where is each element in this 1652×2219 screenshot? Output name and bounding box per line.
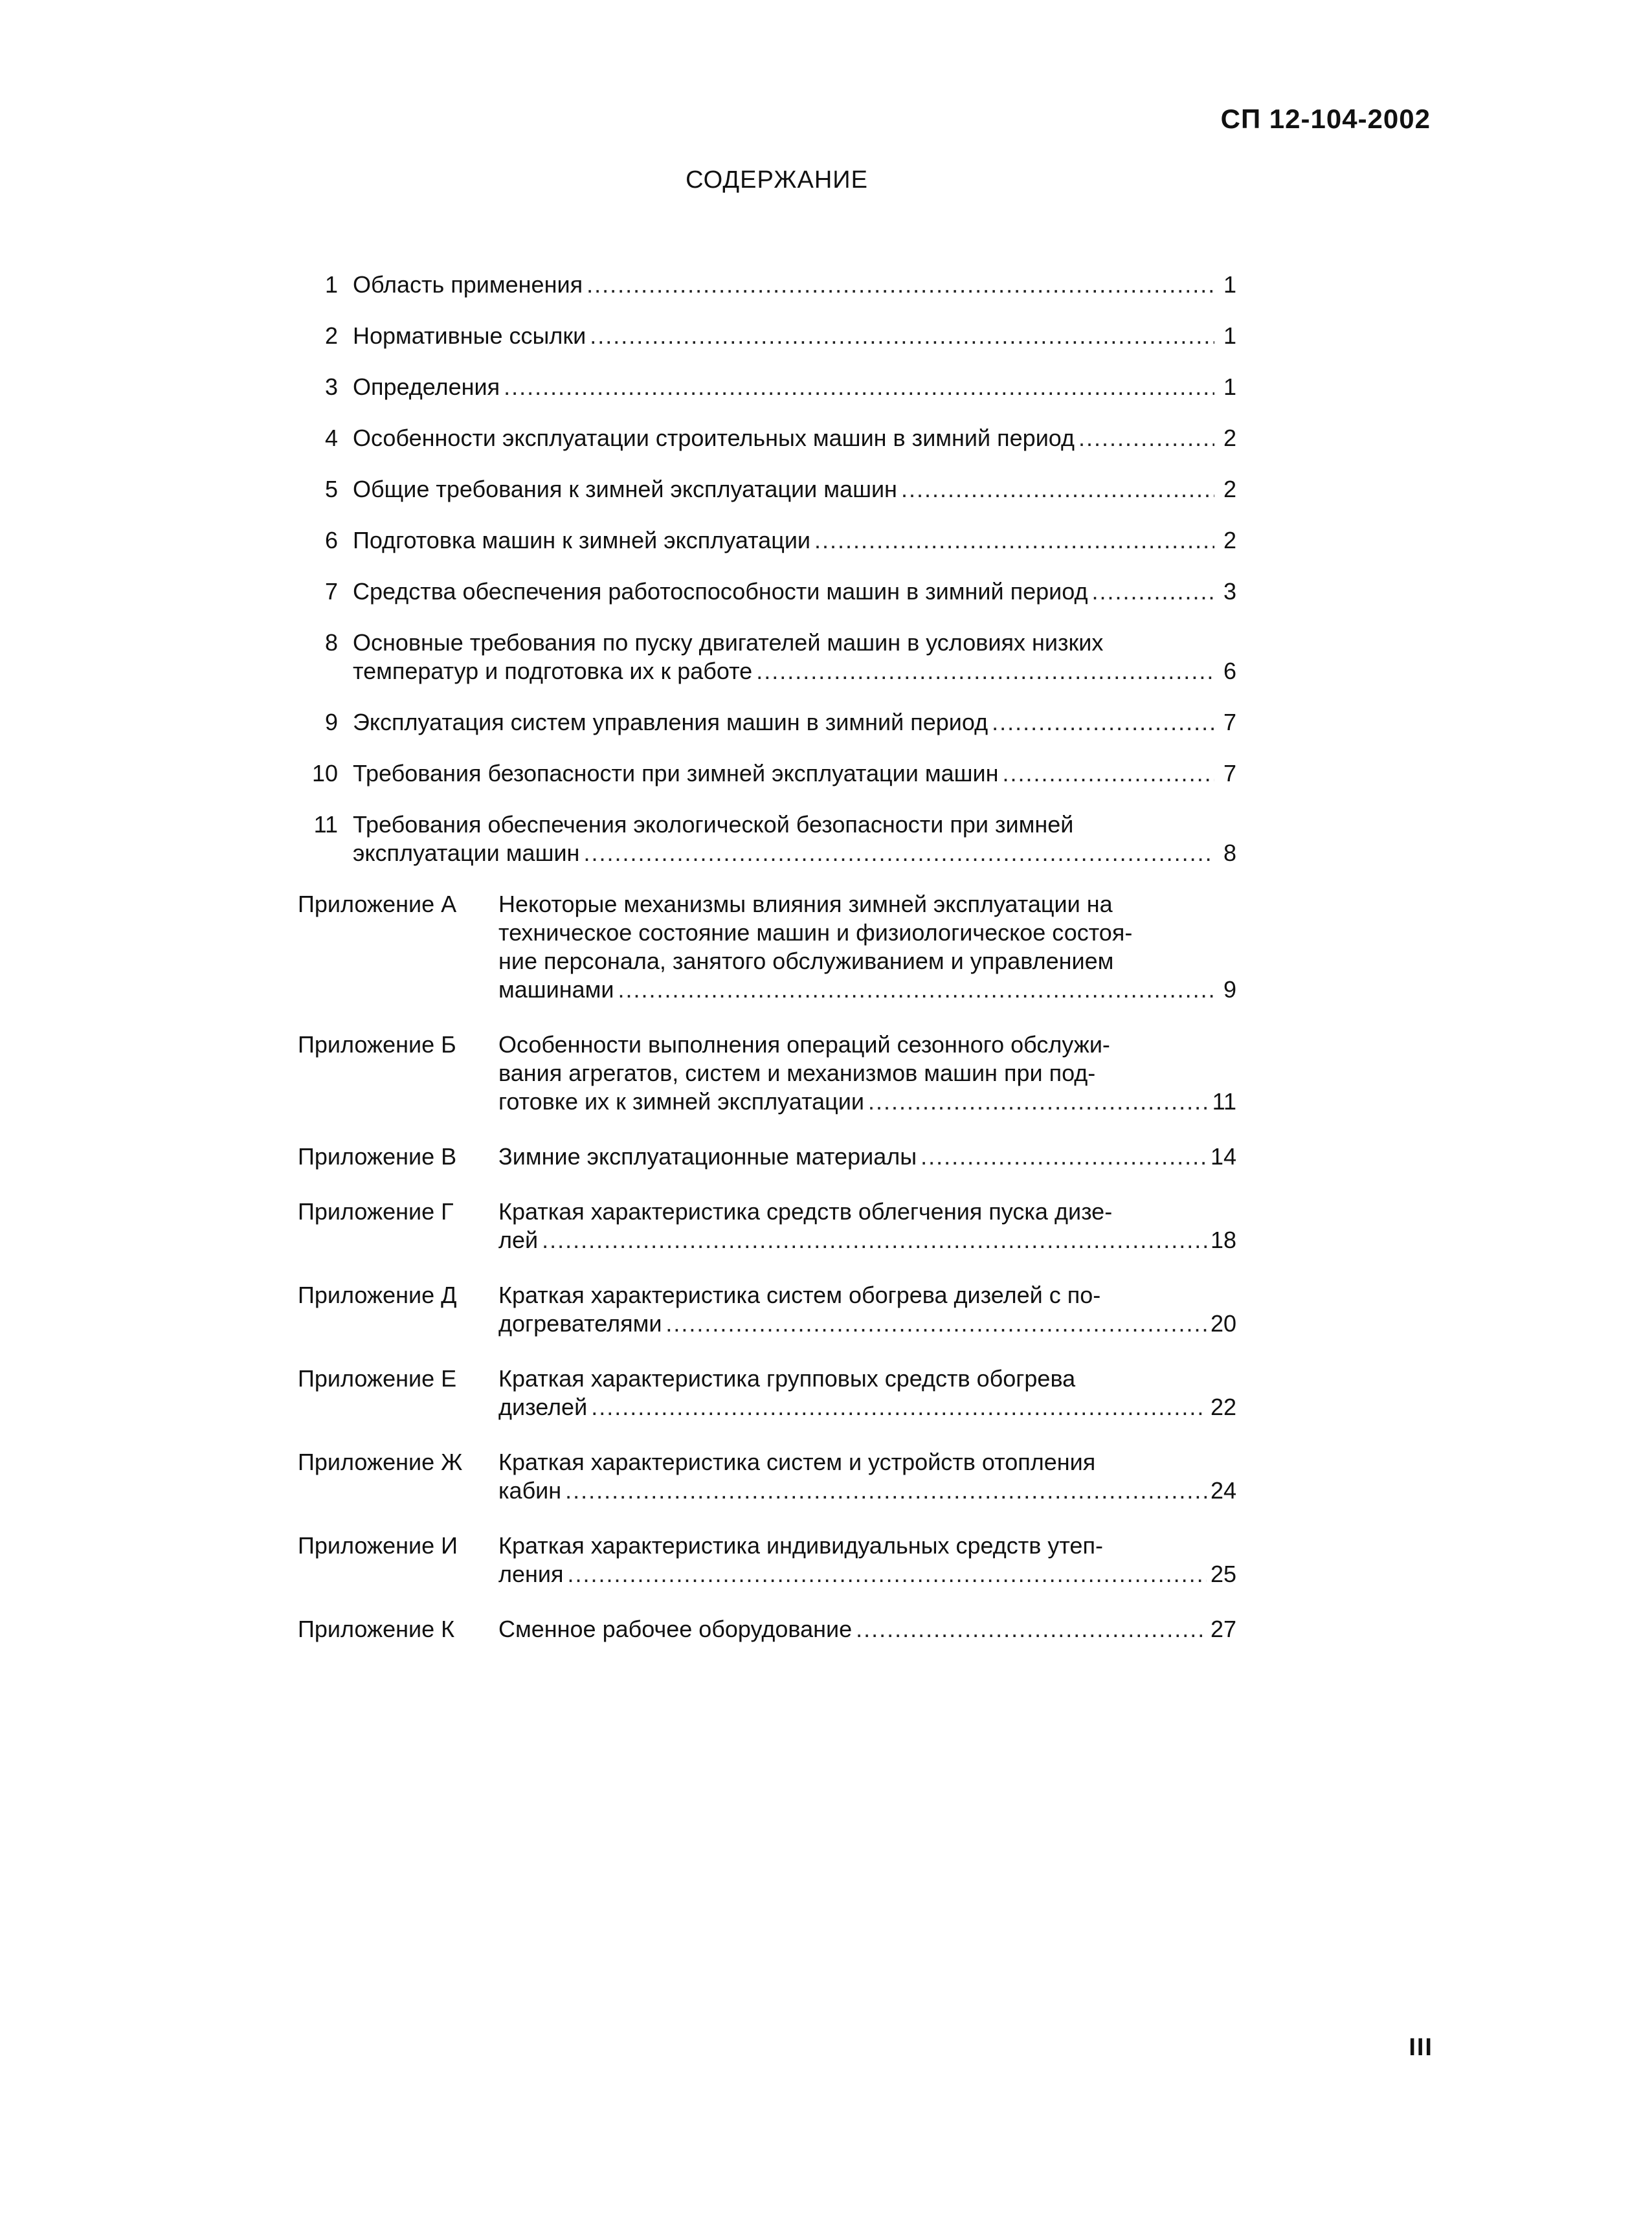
entry-title	[353, 526, 1236, 555]
entry-title-line: Нормативные ссылки	[353, 322, 586, 349]
entry-title-line: догревателями	[498, 1310, 662, 1337]
entry-title-line: Краткая характеристика систем и устройств отопления	[498, 1449, 1096, 1475]
entry-title-line: готовке их к зимней эксплуатации	[498, 1088, 865, 1115]
entry-title-last-line	[498, 1226, 1236, 1254]
page-reference: 2	[1223, 527, 1236, 553]
toc-appendix-entry	[298, 1615, 1236, 1644]
entry-title	[353, 373, 1236, 401]
toc-appendix-entry	[298, 1031, 1236, 1116]
entry-title	[353, 629, 1236, 686]
page-reference: 27	[1210, 1616, 1236, 1642]
toc-appendix-entry	[298, 1143, 1236, 1171]
page-reference: 11	[1212, 1088, 1236, 1115]
page-reference: 14	[1210, 1143, 1236, 1170]
entry-title	[498, 1198, 1236, 1254]
entry-title-line: Общие требования к зимней эксплуатации машин	[353, 476, 897, 502]
entry-title-last-line	[353, 839, 1236, 867]
appendix-label: Приложение Ж	[298, 1449, 463, 1475]
page-reference: 6	[1223, 658, 1236, 684]
page-number: III	[1409, 2034, 1433, 2061]
appendix-label: Приложение Е	[298, 1365, 457, 1392]
toc-section-entry	[298, 810, 1236, 867]
dot-leader	[586, 271, 1214, 299]
page-reference: 25	[1210, 1561, 1236, 1587]
entry-title-line: Требования обеспечения экологической безопасности при зимней	[353, 811, 1074, 838]
entry-title	[353, 322, 1236, 350]
entry-title-line: Эксплуатация систем управления машин в зимний период	[353, 709, 988, 735]
section-number: 8	[324, 629, 338, 656]
entry-title-last-line	[498, 1615, 1236, 1644]
entry-title-last-line	[353, 759, 1236, 788]
toc-section-entry	[298, 373, 1236, 401]
entry-title-line: Особенности выполнения операций сезонного обслужи-	[498, 1031, 1110, 1058]
sections-list	[298, 271, 1236, 867]
entry-title-last-line	[498, 1310, 1236, 1338]
dot-leader	[901, 475, 1214, 504]
section-number: 1	[324, 271, 338, 298]
entry-title	[498, 1031, 1236, 1116]
entry-title-line: Средства обеспечения работоспособности машин в зимний период	[353, 578, 1088, 605]
dot-leader	[504, 373, 1214, 401]
toc-appendix-entry	[298, 1532, 1236, 1589]
entry-title-line: Область применения	[353, 271, 583, 298]
entry-title-line: кабин	[498, 1477, 562, 1504]
appendix-label: Приложение И	[298, 1532, 458, 1559]
toc-section-entry	[298, 322, 1236, 350]
dot-leader	[568, 1560, 1207, 1589]
entry-title-line: эксплуатации машин	[353, 840, 580, 866]
entry-title-line: Зимние эксплуатационные материалы	[498, 1143, 917, 1170]
toc-section-entry	[298, 577, 1236, 606]
section-number: 11	[313, 811, 338, 838]
entry-title-last-line	[498, 1143, 1236, 1171]
page-reference: 1	[1223, 271, 1236, 298]
entry-title-line: температур и подготовка их к работе	[353, 658, 753, 684]
toc-appendix-entry	[298, 890, 1236, 1004]
entry-title-last-line	[498, 1393, 1236, 1422]
toc-section-entry	[298, 475, 1236, 504]
dot-leader	[542, 1226, 1207, 1254]
appendices-list	[298, 890, 1236, 1644]
section-number: 2	[324, 322, 338, 349]
entry-title-last-line	[353, 526, 1236, 555]
entry-title	[353, 475, 1236, 504]
entry-title	[353, 577, 1236, 606]
entry-title-line: ние персонала, занятого обслуживанием и управлением	[498, 948, 1114, 974]
entry-title	[353, 424, 1236, 452]
toc-section-entry	[298, 526, 1236, 555]
section-number: 4	[324, 425, 338, 451]
appendix-label: Приложение В	[298, 1143, 457, 1170]
section-number: 3	[324, 374, 338, 400]
toc-appendix-entry	[298, 1281, 1236, 1338]
section-number: 6	[324, 527, 338, 553]
dot-leader	[1092, 577, 1214, 606]
entry-title-line: техническое состояние машин и физиологическое состоя-	[498, 919, 1133, 946]
section-number: 7	[324, 578, 338, 605]
dot-leader	[856, 1615, 1207, 1644]
entry-title	[498, 1615, 1236, 1644]
entry-title-line: машинами	[498, 976, 614, 1003]
entry-title-line: ления	[498, 1561, 564, 1587]
entry-title-line: Подготовка машин к зимней эксплуатации	[353, 527, 811, 553]
entry-title-last-line	[498, 976, 1236, 1004]
page-reference: 24	[1210, 1477, 1236, 1504]
toc-section-entry	[298, 759, 1236, 788]
entry-title-line: Краткая характеристика групповых средств обогрева	[498, 1365, 1076, 1392]
entry-title-line: Краткая характеристика индивидуальных средств утеп-	[498, 1532, 1103, 1559]
entry-title	[498, 890, 1236, 1004]
toc-section-entry	[298, 271, 1236, 299]
entry-title-line: дизелей	[498, 1394, 588, 1420]
entry-title-line: Некоторые механизмы влияния зимней эксплуатации на	[498, 891, 1113, 917]
page-reference: 1	[1223, 322, 1236, 349]
page-reference: 2	[1223, 476, 1236, 502]
page-reference: 7	[1223, 760, 1236, 786]
page-reference: 18	[1210, 1227, 1236, 1253]
entry-title-last-line	[353, 577, 1236, 606]
toc-section-entry	[298, 629, 1236, 686]
dot-leader	[591, 1393, 1207, 1422]
toc-appendix-entry	[298, 1365, 1236, 1422]
entry-title-last-line	[353, 708, 1236, 737]
entry-title	[498, 1532, 1236, 1589]
entry-title-line: Особенности эксплуатации строительных машин в зимний период	[353, 425, 1075, 451]
entry-title-line: Краткая характеристика систем обогрева дизелей с по-	[498, 1282, 1101, 1308]
entry-title-last-line	[353, 475, 1236, 504]
section-number: 5	[324, 476, 338, 502]
entry-title-line: Определения	[353, 374, 500, 400]
dot-leader	[992, 708, 1214, 737]
dot-leader	[756, 657, 1214, 686]
toc-section-entry	[298, 708, 1236, 737]
toc-appendix-entry	[298, 1198, 1236, 1254]
dot-leader	[583, 839, 1214, 867]
page-reference: 3	[1223, 578, 1236, 605]
toc-appendix-entry	[298, 1448, 1236, 1505]
page-reference: 22	[1210, 1394, 1236, 1420]
dot-leader	[565, 1477, 1207, 1505]
dot-leader	[665, 1310, 1207, 1338]
appendix-label: Приложение К	[298, 1616, 455, 1642]
page-reference: 20	[1210, 1310, 1236, 1337]
entry-title-line: Краткая характеристика средств облегчения пуска дизе-	[498, 1198, 1113, 1225]
document-code: СП 12-104-2002	[1220, 104, 1431, 134]
entry-title-last-line	[498, 1560, 1236, 1589]
dot-leader	[1003, 759, 1214, 788]
appendix-label: Приложение Г	[298, 1198, 454, 1225]
dot-leader	[921, 1143, 1207, 1171]
entry-title-last-line	[498, 1087, 1236, 1116]
dot-leader	[868, 1087, 1209, 1116]
entry-title-last-line	[353, 657, 1236, 686]
entry-title-line: лей	[498, 1227, 539, 1253]
page-reference: 9	[1223, 976, 1236, 1003]
entry-title	[498, 1143, 1236, 1171]
entry-title	[498, 1448, 1236, 1505]
entry-title	[353, 271, 1236, 299]
dot-leader	[618, 976, 1214, 1004]
toc-title: СОДЕРЖАНИЕ	[686, 166, 868, 194]
page-reference: 8	[1223, 840, 1236, 866]
section-number: 10	[311, 760, 338, 786]
dot-leader	[814, 526, 1214, 555]
appendix-label: Приложение Д	[298, 1282, 457, 1308]
entry-title-line: вания агрегатов, систем и механизмов машин при под-	[498, 1060, 1096, 1086]
section-number: 9	[324, 709, 338, 735]
entry-title	[498, 1365, 1236, 1422]
toc-section-entry	[298, 424, 1236, 452]
page-reference: 7	[1223, 709, 1236, 735]
table-of-contents	[298, 271, 1236, 1670]
dot-leader	[1078, 424, 1214, 452]
entry-title-last-line	[353, 424, 1236, 452]
entry-title	[498, 1281, 1236, 1338]
entry-title-last-line	[353, 373, 1236, 401]
entry-title-last-line	[353, 271, 1236, 299]
dot-leader	[590, 322, 1214, 350]
entry-title-line: Сменное рабочее оборудование	[498, 1616, 853, 1642]
appendix-label: Приложение А	[298, 891, 457, 917]
entry-title	[353, 708, 1236, 737]
entry-title	[353, 759, 1236, 788]
page-reference: 2	[1223, 425, 1236, 451]
entry-title-line: Основные требования по пуску двигателей машин в условиях низких	[353, 629, 1104, 656]
page-reference: 1	[1223, 374, 1236, 400]
entry-title-line: Требования безопасности при зимней эксплуатации машин	[353, 760, 999, 786]
entry-title	[353, 810, 1236, 867]
entry-title-last-line	[353, 322, 1236, 350]
appendix-label: Приложение Б	[298, 1031, 456, 1058]
entry-title-last-line	[498, 1477, 1236, 1505]
